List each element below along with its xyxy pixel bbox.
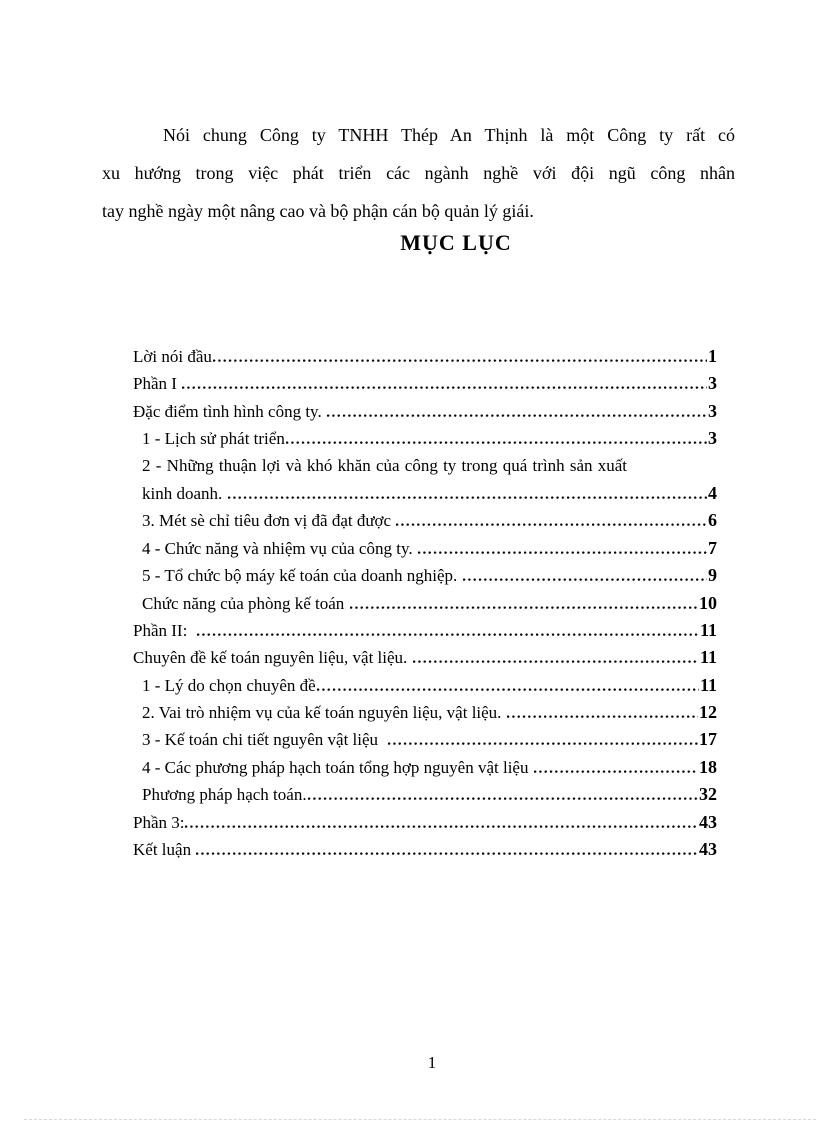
toc-entry-label: 3. Mét sè chỉ tiêu đơn vị đã đạt được <box>142 511 396 531</box>
toc-page-number: 9 <box>708 565 717 586</box>
toc-entry <box>133 812 717 839</box>
toc-page-number: 32 <box>699 784 717 805</box>
toc-title: MỤC LỤC <box>400 230 512 255</box>
toc-dot-leader <box>418 550 707 554</box>
toc-dot-leader <box>228 495 707 499</box>
page-bottom-divider <box>24 1119 816 1120</box>
toc-dot-leader <box>396 522 707 526</box>
toc-page-number: 18 <box>699 756 717 777</box>
toc-entry <box>142 456 717 483</box>
toc-page-number: 3 <box>708 428 717 449</box>
toc-page-number: 43 <box>699 839 717 860</box>
toc-list <box>133 346 717 866</box>
toc-entry-label: kinh doanh. <box>142 483 227 503</box>
toc-dot-leader <box>317 687 699 691</box>
paragraph-line: tay nghề ngày một nâng cao và bộ phận cán bộ quản lý giái. <box>102 201 534 221</box>
toc-dot-leader <box>388 741 698 745</box>
toc-dot-leader <box>182 385 707 389</box>
toc-dot-leader <box>213 358 707 362</box>
toc-entry-label: Lời nói đầu <box>133 347 212 366</box>
toc-entry <box>142 510 717 537</box>
toc-dot-leader <box>196 851 698 855</box>
toc-entry <box>142 565 717 592</box>
toc-entry-label: 4 - Chức năng và nhiệm vụ của công ty. <box>142 538 417 558</box>
toc-entry-label: 1 - Lý do chọn chuyên đề <box>142 675 316 695</box>
toc-page-number: 10 <box>699 592 717 613</box>
toc-entry-label: Chuyên đề kế toán nguyên liệu, vật liệu. <box>133 648 412 668</box>
toc-page-number: 3 <box>708 373 717 394</box>
toc-entry <box>133 839 717 866</box>
toc-page-number: 12 <box>699 702 717 723</box>
toc-entry-label: Đặc điểm tình hình công ty. <box>133 401 326 421</box>
paragraph-line: Nói chung Công ty TNHH Thép An Thịnh là một Công ty rất có <box>163 125 735 145</box>
toc-entry-label: 5 - Tổ chức bộ máy kế toán của doanh nghiệp. <box>142 566 462 586</box>
toc-entry <box>133 346 717 373</box>
toc-entry-label: 2. Vai trò nhiệm vụ của kế toán nguyên liệu, vật liệu. <box>142 703 506 723</box>
toc-entry-label: Kết luận <box>133 840 196 860</box>
toc-page-number: 3 <box>708 400 717 421</box>
toc-entry-label: Chức năng của phòng kế toán <box>142 593 349 613</box>
toc-page-number: 11 <box>699 674 717 695</box>
toc-page-number: 7 <box>708 537 717 558</box>
toc-entry <box>142 757 717 784</box>
toc-entry-label: Phương pháp hạch toán. <box>142 785 307 805</box>
toc-entry <box>142 702 717 729</box>
toc-page-number: 11 <box>699 647 717 668</box>
toc-dot-leader <box>463 577 707 581</box>
toc-entry <box>133 373 717 400</box>
toc-dot-leader <box>185 824 698 828</box>
toc-entry-label: Phần II: <box>133 620 196 640</box>
toc-entry <box>133 620 717 647</box>
toc-page-number: 4 <box>708 482 717 503</box>
toc-page-number: 17 <box>699 729 717 750</box>
toc-dot-leader <box>534 769 698 773</box>
toc-entry <box>142 675 717 702</box>
toc-page-number: 11 <box>699 619 717 640</box>
toc-dot-leader <box>197 632 699 636</box>
toc-entry-label: Phần 3: <box>133 812 185 832</box>
toc-entry <box>142 483 717 510</box>
toc-dot-leader <box>327 413 707 417</box>
toc-dot-leader <box>413 659 699 663</box>
toc-dot-leader <box>308 796 698 800</box>
footer-page-number: 1 <box>427 1053 437 1072</box>
toc-dot-leader <box>350 605 698 609</box>
toc-entry-label: 1 - Lịch sử phát triển <box>142 429 285 449</box>
paragraph-line: xu hướng trong việc phát triển các ngành nghề với đội ngũ công nhân <box>102 163 735 183</box>
toc-dot-leader <box>507 714 698 718</box>
toc-entry-label: 2 - Những thuận lợi và khó khăn của công ty trong quá trình sản xuất <box>142 455 628 475</box>
toc-entry <box>133 401 717 428</box>
toc-entry-label: Phần I <box>133 374 182 394</box>
toc-entry <box>133 647 717 674</box>
toc-entry <box>142 593 717 620</box>
toc-entry <box>142 784 717 811</box>
toc-entry-label: 4 - Các phương pháp hạch toán tổng hợp nguyên vật liệu <box>142 757 533 777</box>
toc-entry <box>142 428 717 455</box>
toc-entry <box>142 538 717 565</box>
toc-page-number: 6 <box>708 510 717 531</box>
toc-page-number: 43 <box>699 811 717 832</box>
toc-page-number: 1 <box>708 346 717 366</box>
opening-paragraph <box>102 116 735 230</box>
toc-dot-leader <box>286 440 707 444</box>
toc-entry <box>142 729 717 756</box>
toc-entry-label: 3 - Kế toán chi tiết nguyên vật liệu <box>142 730 387 750</box>
